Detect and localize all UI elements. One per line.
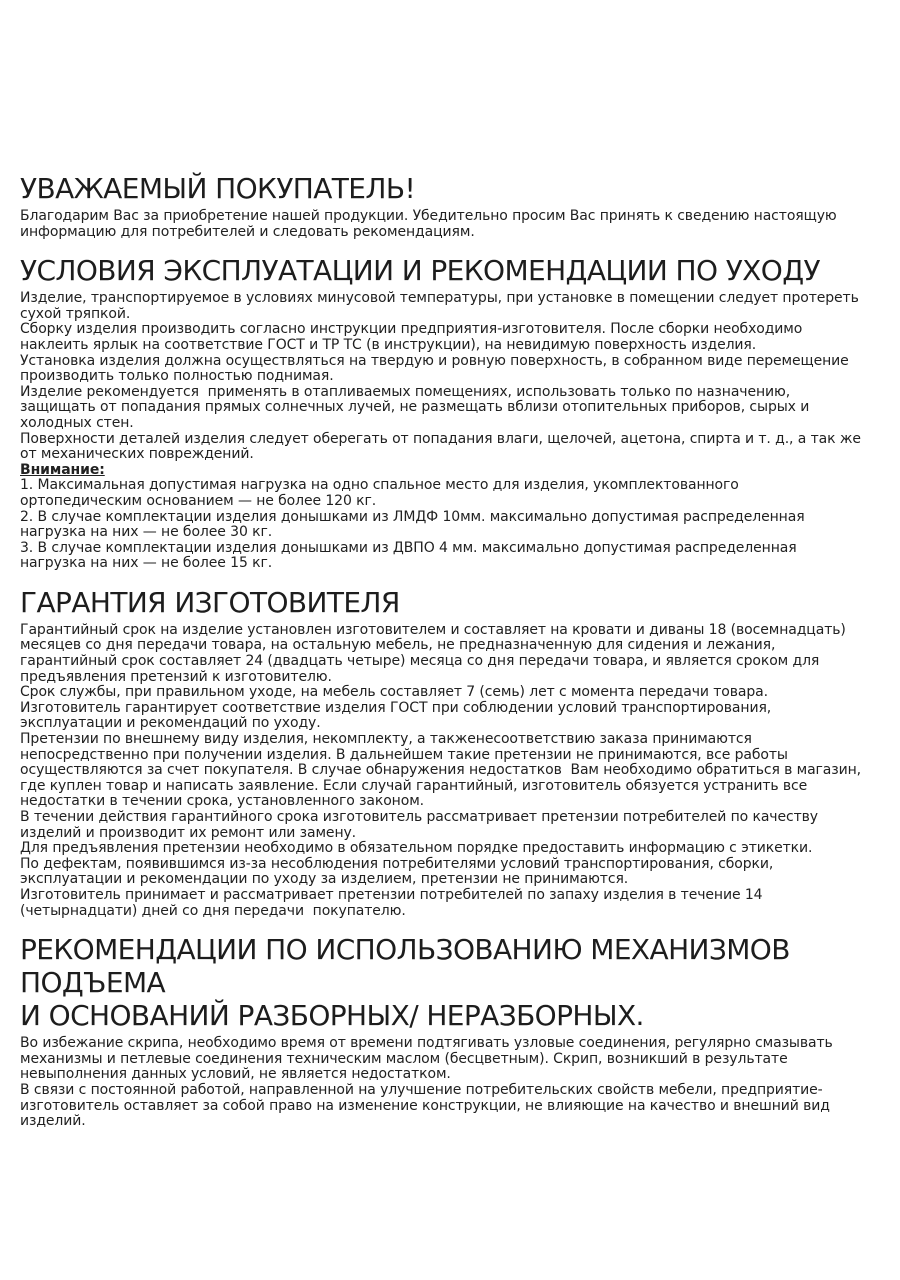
warranty-paragraph: Гарантийный срок на изделие установлен изготовителем и составляет на кровати и диваны 18 (восемнадцать) месяцев со дня передачи товара, на остальную мебель, не предназначенную для сидения и лежания, гарантийный срок составляет 24 (двадцать четыре) месяца со дня передачи товара, и является сроком для предъявления претензий к изготовителю.: [20, 621, 851, 685]
section-usage-and-care: [20, 254, 865, 572]
section-greeting: [20, 172, 865, 240]
attention-label: Внимание:: [20, 461, 105, 478]
warranty-paragraph: По дефектам, появившимся из-за несоблюдения потребителями условий транспортирования, сборки, эксплуатации и рекомендации по уходу за изделием, претензии не принимаются.: [20, 855, 778, 888]
warranty-heading: ГАРАНТИЯ ИЗГОТОВИТЕЛЯ: [20, 585, 400, 619]
usage-paragraph: Изделие, транспортируемое в условиях минусовой температуры, при установке в помещении следует протереть сухой тряпкой.: [20, 290, 864, 322]
warranty-paragraph: Для предъявления претензии необходимо в обязательном порядке предоставить информацию с этикетки.: [20, 840, 813, 857]
attention-item: 1. Максимальная допустимая нагрузка на одно спальное место для изделия, укомплектованного ортопедическим основанием — не более 120 кг.: [20, 477, 744, 509]
mechanisms-paragraph: Во избежание скрипа, необходимо время от времени подтягивать узловые соединения, регулярно смазывать механизмы и петлевые соединения техническим маслом (бесцветным). Скрип, возникший в результате невыполнения данных условий, не является недостатком.: [20, 1035, 838, 1083]
mechanisms-heading: [20, 933, 865, 1032]
warranty-paragraph: Срок службы, при правильном уходе, на мебель составляет 7 (семь) лет с момента передачи товара.: [20, 684, 768, 701]
greeting-paragraph: Благодарим Вас за приобретение нашей продукции. Убедительно просим Вас принять к сведению настоящую информацию для потребителей и следовать рекомендациям.: [20, 208, 841, 240]
attention-item: 2. В случае комплектации изделия донышками из ЛМДФ 10мм. максимально допустимая распределенная нагрузка на них — не более 30 кг.: [20, 508, 809, 541]
usage-paragraph: Сборку изделия производить согласно инструкции предприятия-изготовителя. После сборки необходимо наклеить ярлык на соответствие ГОСТ и ТР ТС (в инструкции), на невидимую поверхность изделия.: [20, 321, 807, 353]
attention-item: 3. В случае комплектации изделия донышками из ДВПО 4 мм. максимально допустимая распределенная нагрузка на них — не более 15 кг.: [20, 539, 801, 572]
greeting-heading: УВАЖАЕМЫЙ ПОКУПАТЕЛЬ!: [20, 172, 416, 205]
warranty-paragraph: Изготовитель гарантирует соответствие изделия ГОСТ при соблюдении условий транспортирования, эксплуатации и рекомендаций по уходу.: [20, 699, 776, 732]
usage-paragraph: Изделие рекомендуется применять в отапливаемых помещениях, использовать только по назначению, защищать от попадания прямых солнечных лучей, не размещать вблизи отопительных приборов, сырых и холодных стен.: [20, 383, 814, 431]
usage-heading: УСЛОВИЯ ЭКСПЛУАТАЦИИ И РЕКОМЕНДАЦИИ ПО УХОДУ: [20, 254, 820, 288]
mechanisms-paragraph: В связи с постоянной работой, направленной на улучшение потребительских свойств мебели, предприятие-изготовитель оставляет за собой право на изменение конструкции, не влияющие на качество и внешний вид изделий.: [20, 1081, 835, 1130]
warranty-paragraph: Претензии по внешнему виду изделия, некомплекту, а такженесоответствию заказа принимаются непосредственно при получении изделия. В дальнейшем такие претензии не принимаются, все работы осуществляются за счет покупателя. В случае обнаружения недостатков Вам необходимо обратиться в магазин, где куплен товар и написать заявление. Если случай гарантийный, изготовитель обязуется устранить все недостатки в течении срока, установленного законом.: [20, 731, 866, 810]
warranty-paragraph: Изготовитель принимает и рассматривает претензии потребителей по запаху изделия в течение 14 (четырнадцати) дней со дня передачи покупателю.: [20, 886, 767, 919]
mechanisms-heading-line-2: И ОСНОВАНИЙ РАЗБОРНЫХ/ НЕРАЗБОРНЫХ.: [20, 999, 644, 1033]
usage-paragraph: Установка изделия должна осуществляться на твердую и ровную поверхность, в собранном виде перемещение производить только полностью поднимая.: [20, 352, 854, 385]
usage-paragraph: Поверхности деталей изделия следует оберегать от попадания влаги, щелочей, ацетона, спирта и т. д., а так же от механических повреждений.: [20, 430, 866, 463]
warranty-paragraph: В течении действия гарантийного срока изготовитель рассматривает претензии потребителей по качеству изделий и производит их ремонт или замену.: [20, 809, 823, 841]
section-mechanisms: [20, 933, 865, 1130]
mechanisms-heading-line-1: РЕКОМЕНДАЦИИ ПО ИСПОЛЬЗОВАНИЮ МЕХАНИЗМОВ ПОДЪЕМА: [20, 933, 790, 1000]
section-warranty: [20, 586, 865, 919]
